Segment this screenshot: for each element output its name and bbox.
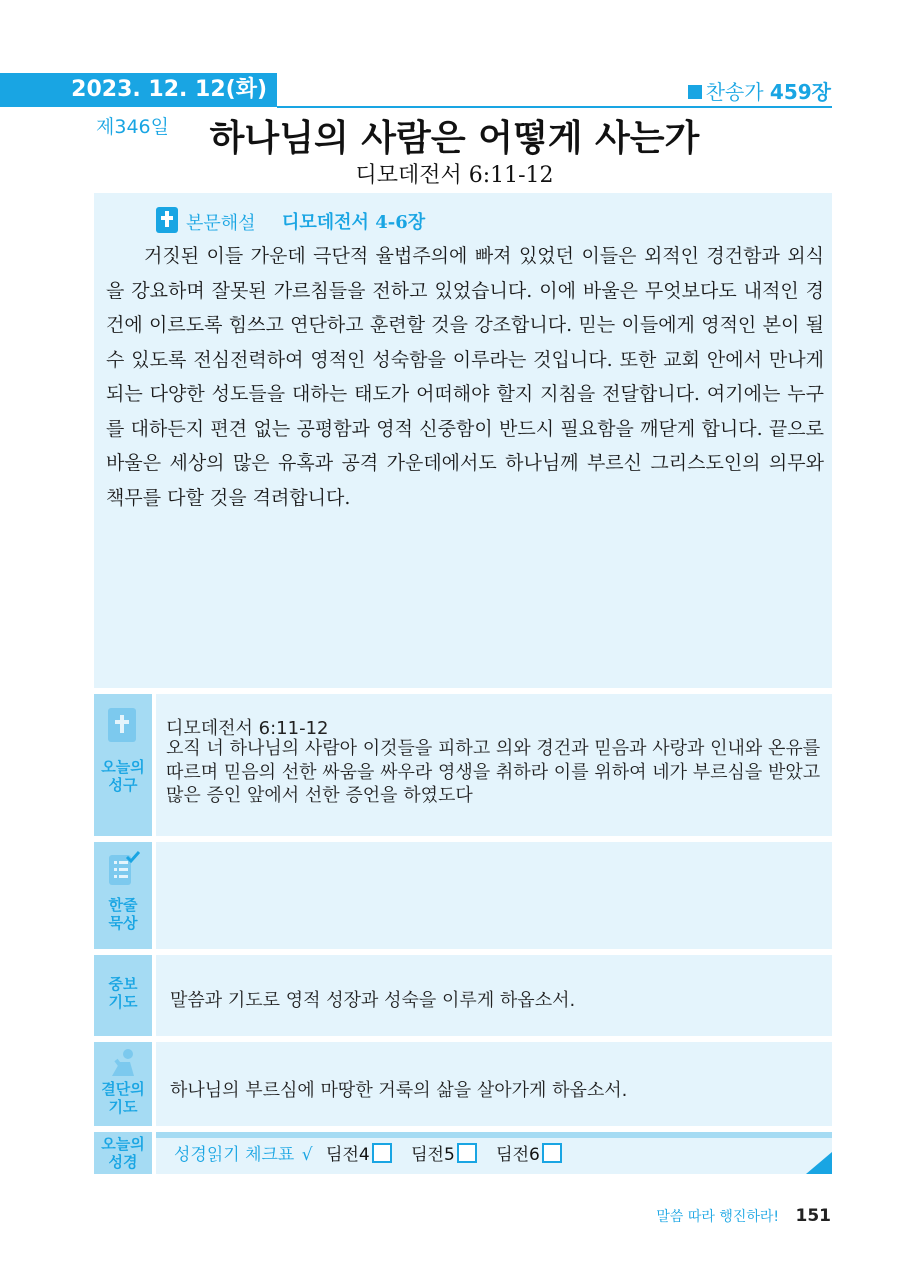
resolution-section xyxy=(94,1042,832,1126)
reading-top-strip xyxy=(156,1132,832,1138)
intercession-label xyxy=(94,955,152,1036)
header-rule xyxy=(277,106,832,108)
resolution-label xyxy=(94,1042,152,1126)
commentary-book-range: 디모데전서 4-6장 xyxy=(282,212,426,233)
praying-person-icon xyxy=(106,1048,140,1078)
date-banner xyxy=(0,73,277,107)
hymn-reference xyxy=(688,76,831,105)
footer-motto: 말씀 따라 행진하라! xyxy=(656,1209,780,1225)
verse-text: 오직 너 하나님의 사람아 이것들을 피하고 의와 경건과 믿음과 사랑과 인내와 온유를 따르며 믿음의 선한 싸움을 싸우라 영생을 취하라 이를 위하여 네가 부르심을 받았고 많은 증인 앞에서 선한 증언을 하였도다 xyxy=(166,738,821,806)
page-footer xyxy=(656,1206,831,1226)
day-number: 제346일 xyxy=(96,116,169,138)
checklist-title: 성경읽기 체크표 xyxy=(174,1145,295,1165)
resolution-content xyxy=(156,1042,832,1126)
reading-item-1-label: 딤전4 xyxy=(326,1145,370,1165)
meditation-label xyxy=(94,842,152,949)
date-text: 2023. 12. 12(화) xyxy=(71,77,267,102)
reading-item-3-checkbox[interactable] xyxy=(542,1143,562,1163)
check-mark-icon: √ xyxy=(301,1145,313,1165)
intercession-label-line2: 기도 xyxy=(108,993,138,1011)
reading-item-1-checkbox[interactable] xyxy=(372,1143,392,1163)
checklist-row xyxy=(174,1140,576,1165)
reading-label-line2: 성경 xyxy=(108,1153,138,1171)
commentary-header xyxy=(106,203,824,239)
reading-checklist xyxy=(156,1132,832,1174)
reading-item-2-label: 딤전5 xyxy=(411,1145,455,1165)
meditation-section xyxy=(94,842,832,949)
verse-reference: 디모데전서 6:11-12 xyxy=(166,718,329,739)
reading-label-line1: 오늘의 xyxy=(101,1135,145,1153)
commentary-label: 본문해설 xyxy=(186,213,256,234)
corner-triangle xyxy=(806,1152,832,1174)
meditation-label-line1: 한줄 xyxy=(108,896,138,914)
reading-item-2[interactable] xyxy=(411,1145,477,1165)
meditation-label-line2: 묵상 xyxy=(108,914,138,932)
commentary-panel xyxy=(94,193,832,688)
verse-section xyxy=(94,694,832,836)
reading-section xyxy=(94,1132,832,1174)
intercession-text: 말씀과 기도로 영적 성장과 성숙을 이루게 하옵소서. xyxy=(170,990,576,1011)
checklist-icon xyxy=(106,850,140,888)
reading-item-3-label: 딤전6 xyxy=(496,1145,540,1165)
reading-item-1[interactable] xyxy=(326,1145,392,1165)
verse-label-line2: 성구 xyxy=(108,776,138,794)
reading-item-2-checkbox[interactable] xyxy=(457,1143,477,1163)
reading-label xyxy=(94,1132,152,1174)
resolution-label-line2: 기도 xyxy=(108,1098,138,1116)
page-number: 151 xyxy=(795,1206,831,1226)
hymn-prefix: 찬송가 xyxy=(705,80,764,104)
intercession-section xyxy=(94,955,832,1036)
resolution-text: 하나님의 부르심에 마땅한 거룩의 삶을 살아가게 하옵소서. xyxy=(170,1080,628,1101)
verse-label xyxy=(94,694,152,836)
commentary-body: 거짓된 이들 가운데 극단적 율법주의에 빠져 있었던 이들은 외적인 경건함과 외식을 강요하며 잘못된 가르침들을 전하고 있었습니다. 이에 바울은 무엇보다도 내적인 경건에 이르도록 힘쓰고 연단하고 훈련할 것을 강조합니다. 믿는 이들에게 영적인 본이 될 수 있도록 전심전력하여 영적인 성숙함을 이루라는 것입니다. 또한 교회 안에서 만나게 되는 다양한 성도들을 대하는 태도가 어떠해야 할지 지침을 전달합니다. 여기에는 누구를 대하든지 편견 없는 공평함과 영적 신중함이 반드시 필요함을 깨닫게 합니다. 끝으로 바울은 세상의 많은 유혹과 공격 가운데에서도 하나님께 부르신 그리스도인의 의무와 책무를 다할 것을 격려합니다. xyxy=(106,245,824,509)
bible-book-icon xyxy=(108,708,136,742)
verse-content xyxy=(156,694,832,836)
scripture-reference: 디모데전서 6:11-12 xyxy=(355,163,554,188)
verse-label-line1: 오늘의 xyxy=(101,758,145,776)
intercession-label-line1: 중보 xyxy=(108,975,138,993)
intercession-content xyxy=(156,955,832,1036)
resolution-label-line1: 결단의 xyxy=(101,1080,145,1098)
reading-item-3[interactable] xyxy=(496,1145,562,1165)
hymn-number: 459장 xyxy=(769,80,831,104)
page-title: 하나님의 사람은 어떻게 사는가 xyxy=(209,118,700,159)
square-bullet-icon xyxy=(688,85,702,99)
bible-cross-icon xyxy=(156,207,178,233)
meditation-input-area[interactable] xyxy=(156,842,832,949)
